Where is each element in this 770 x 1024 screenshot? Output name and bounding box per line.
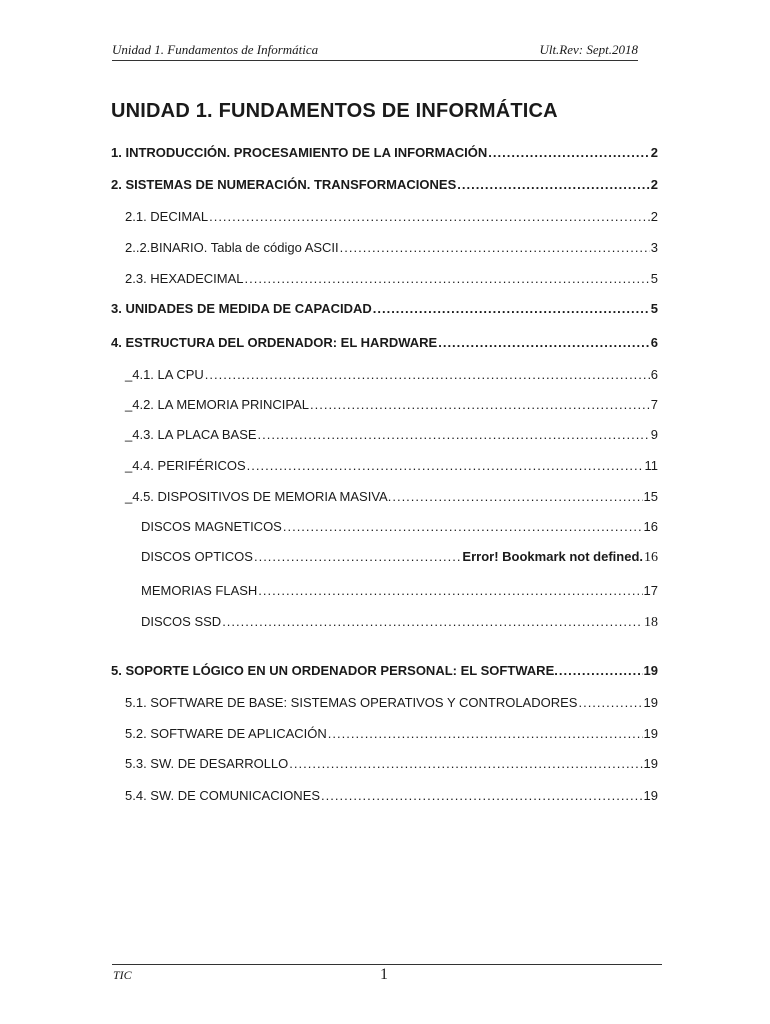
toc-leader [222,614,643,629]
toc-leader [328,726,643,741]
toc-page-number: 15 [643,489,658,504]
toc-entry[interactable] [125,489,658,504]
toc-leader [258,427,650,442]
toc-entry[interactable] [141,549,658,566]
toc-page-number: 18 [644,615,658,630]
toc-entry[interactable] [111,145,658,160]
toc-entry-text: _4.3. LA PLACA BASE [125,427,257,442]
toc-entry-text: 2.1. DECIMAL [125,209,209,224]
toc-entry[interactable] [141,583,658,598]
toc-page-number: 16 [643,519,658,534]
toc-leader [578,695,642,710]
toc-page-number: 6 [650,335,658,350]
footer-page-number: 1 [380,966,388,983]
toc-entry[interactable] [141,614,658,631]
toc-page-number: 19 [643,726,658,741]
toc-entry[interactable] [111,663,658,678]
toc-entry[interactable] [111,301,658,316]
toc-leader [373,301,650,316]
toc-leader [310,397,650,412]
bookmark-error-text: Error! Bookmark not defined. [462,549,643,564]
toc-page-number: 19 [643,663,658,678]
toc-entry-text: 1. INTRODUCCIÓN. PROCESAMIENTO DE LA INFORMACIÓN [111,145,488,160]
toc-page-number: 19 [643,756,658,771]
toc-entry-text: 4. ESTRUCTURA DEL ORDENADOR: EL HARDWARE [111,335,438,350]
toc-page-number: 2 [650,145,658,160]
toc-entry[interactable] [111,177,658,192]
footer-left-text: TIC [113,968,132,982]
toc-leader [559,663,643,678]
toc-entry-text: _4.5. DISPOSITIVOS DE MEMORIA MASIVA. [125,489,392,504]
header-left-text: Unidad 1. Fundamentos de Informática [112,42,319,57]
toc-entry-text: 2..2.BINARIO. Tabla de código ASCII [125,240,339,255]
footer-rule [112,964,662,965]
toc-leader [258,583,642,598]
page-header [112,42,638,61]
toc-leader [457,177,650,192]
toc-entry[interactable] [125,397,658,412]
toc-leader [488,145,649,160]
toc-entry[interactable] [125,458,658,473]
toc-entry-text: 5.3. SW. DE DESARROLLO [125,756,289,771]
toc-page-number: 16 [644,550,658,565]
toc-leader [254,549,461,564]
header-right-text: Ult.Rev: Sept.2018 [539,42,638,57]
toc-leader [247,458,644,473]
toc-page-number: 5 [650,301,658,316]
toc-leader [321,788,642,803]
toc-entry-text: MEMORIAS FLASH [141,583,258,598]
toc-entry[interactable] [125,367,658,382]
toc-leader [392,489,642,504]
toc-entry[interactable] [125,695,658,710]
toc-leader [438,335,650,350]
toc-entry-text: 5.2. SOFTWARE DE APLICACIÓN [125,726,327,741]
toc-entry-text: 3. UNIDADES DE MEDIDA DE CAPACIDAD [111,301,372,316]
toc-page-number: 19 [643,788,658,803]
toc-page-number: 5 [650,271,658,286]
toc-entry-text: DISCOS SSD [141,614,222,629]
toc-entry-text: DISCOS OPTICOS [141,549,253,564]
toc-leader [205,367,650,382]
toc-entry-text: 5.1. SOFTWARE DE BASE: SISTEMAS OPERATIVOS Y CONTROLADORES [125,695,578,710]
toc-entry[interactable] [125,271,658,286]
toc-page-number: 9 [650,427,658,442]
toc-entry-text: DISCOS MAGNETICOS [141,519,282,534]
toc-page-number: 7 [650,397,658,412]
toc-entry[interactable] [125,427,658,442]
toc-page-number: 6 [650,367,658,382]
toc-leader [245,271,650,286]
toc-entry[interactable] [125,788,658,803]
toc-entry[interactable] [141,519,658,534]
toc-entry-text: _4.2. LA MEMORIA PRINCIPAL [125,397,309,412]
toc-entry-text: 5. SOPORTE LÓGICO EN UN ORDENADOR PERSONAL: EL SOFTWARE. [111,663,558,678]
toc-entry[interactable] [125,209,658,224]
toc-entry-text: _4.1. LA CPU [125,367,204,382]
toc-entry-text: _4.4. PERIFÉRICOS [125,458,246,473]
toc-leader [289,756,642,771]
toc-entry-text: 2.3. HEXADECIMAL [125,271,244,286]
toc-page-number: 2 [650,177,658,192]
toc-leader [209,209,650,224]
toc-page-number: 3 [650,240,658,255]
toc-entry[interactable] [111,335,658,350]
toc-entry-text: 5.4. SW. DE COMUNICACIONES [125,788,321,803]
toc-page-number: 19 [643,695,658,710]
toc-entry[interactable] [125,240,658,255]
toc-page-number: 17 [643,583,658,598]
page-title: UNIDAD 1. FUNDAMENTOS DE INFORMÁTICA [111,100,558,122]
toc-leader [340,240,650,255]
toc-page-number: 11 [644,458,658,473]
toc-leader [283,519,643,534]
toc-entry-text: 2. SISTEMAS DE NUMERACIÓN. TRANSFORMACIONES [111,177,457,192]
toc-entry[interactable] [125,756,658,771]
toc-entry[interactable] [125,726,658,741]
toc-page-number: 2 [650,209,658,224]
